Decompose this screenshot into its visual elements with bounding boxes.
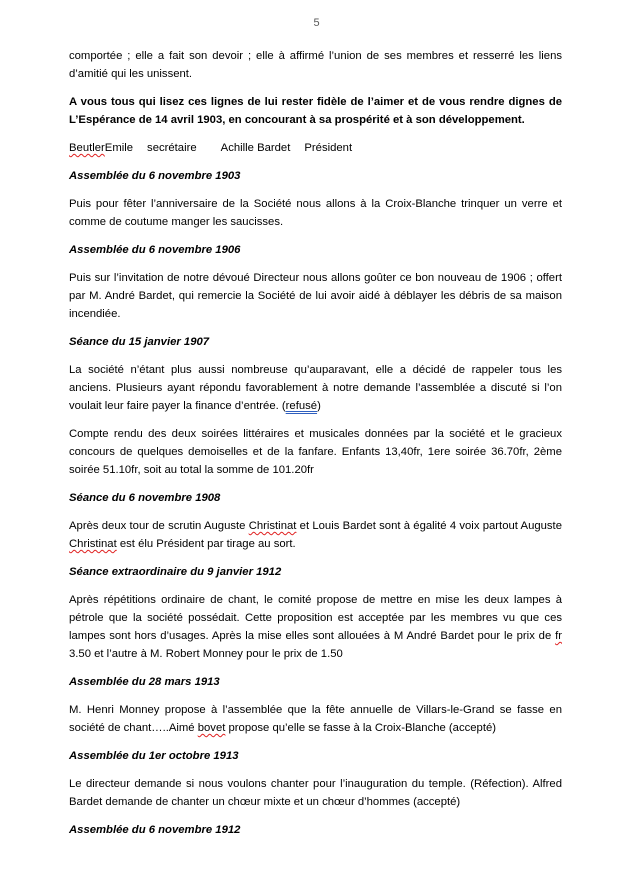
heading-assemblee-1906: Assemblée du 6 novembre 1906 <box>69 244 241 256</box>
paragraph-1913-mars <box>69 701 562 737</box>
signature-name-emile: Emile <box>104 142 134 154</box>
heading-assemblee-1903: Assemblée du 6 novembre 1903 <box>69 170 241 182</box>
page-number: 5 <box>313 17 320 29</box>
paragraph-1906: Puis sur l’invitation de notre dévoué Directeur nous allons goûter ce bon nouveau de 1906 ; offert par M. André Bardet, qui remercie la Société de lui avoir aidé à déblayer les débris de sa maison incendiée. <box>69 272 562 320</box>
signature-line <box>69 139 562 157</box>
signature-name-bardet: Achille Bardet <box>220 142 291 154</box>
paragraph-continuation: comportée ; elle a fait son devoir ; elle à affirmé l’union de ses membres et resserré les liens d’amitié qui les unissent. <box>69 50 562 80</box>
paragraph-1907-anciens <box>69 361 562 415</box>
signature-name-beutler: Beutler <box>69 142 105 154</box>
heading-assemblee-1913-mars: Assemblée du 28 mars 1913 <box>69 676 220 688</box>
text-bovet: bovet <box>197 722 226 734</box>
text-segment: 3.50 et l’autre à M. Robert Monney pour le prix de 1.50 <box>69 648 343 660</box>
text-segment: La société n’étant plus aussi nombreuse qu’auparavant, elle a décidé de rappeler tous les anciens. Plusieurs ayant répondu favorablement à notre demande l’assemblée a discuté si l’on voulait leur faire payer la finance d’entrée. ( <box>69 364 562 412</box>
paragraph-1908 <box>69 517 562 553</box>
paragraph-1907-soirees: Compte rendu des deux soirées littéraires et musicales données par la société et le gracieux concours de quelques demoiselles et de la fanfare. Enfants 13,40fr, 1ere soirée 36.70fr, 2ème soirée 51.10fr, soit au total la somme de 101.20fr <box>69 428 562 476</box>
text-segment: ) <box>317 400 321 412</box>
paragraph-1903: Puis pour fêter l’anniversaire de la Société nous allons à la Croix-Blanche trinquer un verre et comme de coutume manger les saucisses. <box>69 198 562 228</box>
text-segment: est élu Président par tirage au sort. <box>116 538 296 550</box>
signature-role-secretary: secrétaire <box>147 142 197 154</box>
text-christinat: Christinat <box>248 520 297 532</box>
signature-role-president: Président <box>304 142 353 154</box>
heading-assemblee-1912-novembre: Assemblée du 6 novembre 1912 <box>69 824 241 836</box>
text-refuse: refusé <box>285 400 318 412</box>
heading-seance-1908: Séance du 6 novembre 1908 <box>69 492 221 504</box>
text-segment: M. Henri Monney propose à l’assemblée que la fête annuelle de Villars-le-Grand se fasse en société de chant…..Aimé <box>69 704 562 734</box>
document-body <box>69 47 562 849</box>
paragraph-dedication: A vous tous qui lisez ces lignes de lui rester fidèle de l’aimer et de vous rendre dignes de L’Espérance de 14 avril 1903, en concourant à sa prospérité et à son développement. <box>69 96 562 126</box>
heading-seance-1907: Séance du 15 janvier 1907 <box>69 336 210 348</box>
text-fr: fr <box>555 630 562 642</box>
heading-assemblee-1913-octobre: Assemblée du 1er octobre 1913 <box>69 750 239 762</box>
heading-seance-1912: Séance extraordinaire du 9 janvier 1912 <box>69 566 282 578</box>
text-christinat: Christinat <box>69 538 117 550</box>
paragraph-1913-octobre: Le directeur demande si nous voulons chanter pour l’inauguration du temple. (Réfection). Alfred Bardet demande de chanter un chœur mixte et un chœur d’hommes (accepté) <box>69 778 562 808</box>
text-segment: et Louis Bardet sont à égalité 4 voix partout Auguste <box>296 520 562 532</box>
paragraph-1912-lampes <box>69 591 562 663</box>
text-segment: propose qu’elle se fasse à la Croix-Blanche (accepté) <box>225 722 497 734</box>
text-segment: Après répétitions ordinaire de chant, le comité propose de mettre en mise les deux lampes à pétrole que la société possédait. Cette proposition est acceptée par les membres vu que ces lampes sont hors d’usages. Après la mise elles sont allouées à M André Bardet pour le prix de <box>69 594 562 642</box>
text-segment: Après deux tour de scrutin Auguste <box>69 520 249 532</box>
